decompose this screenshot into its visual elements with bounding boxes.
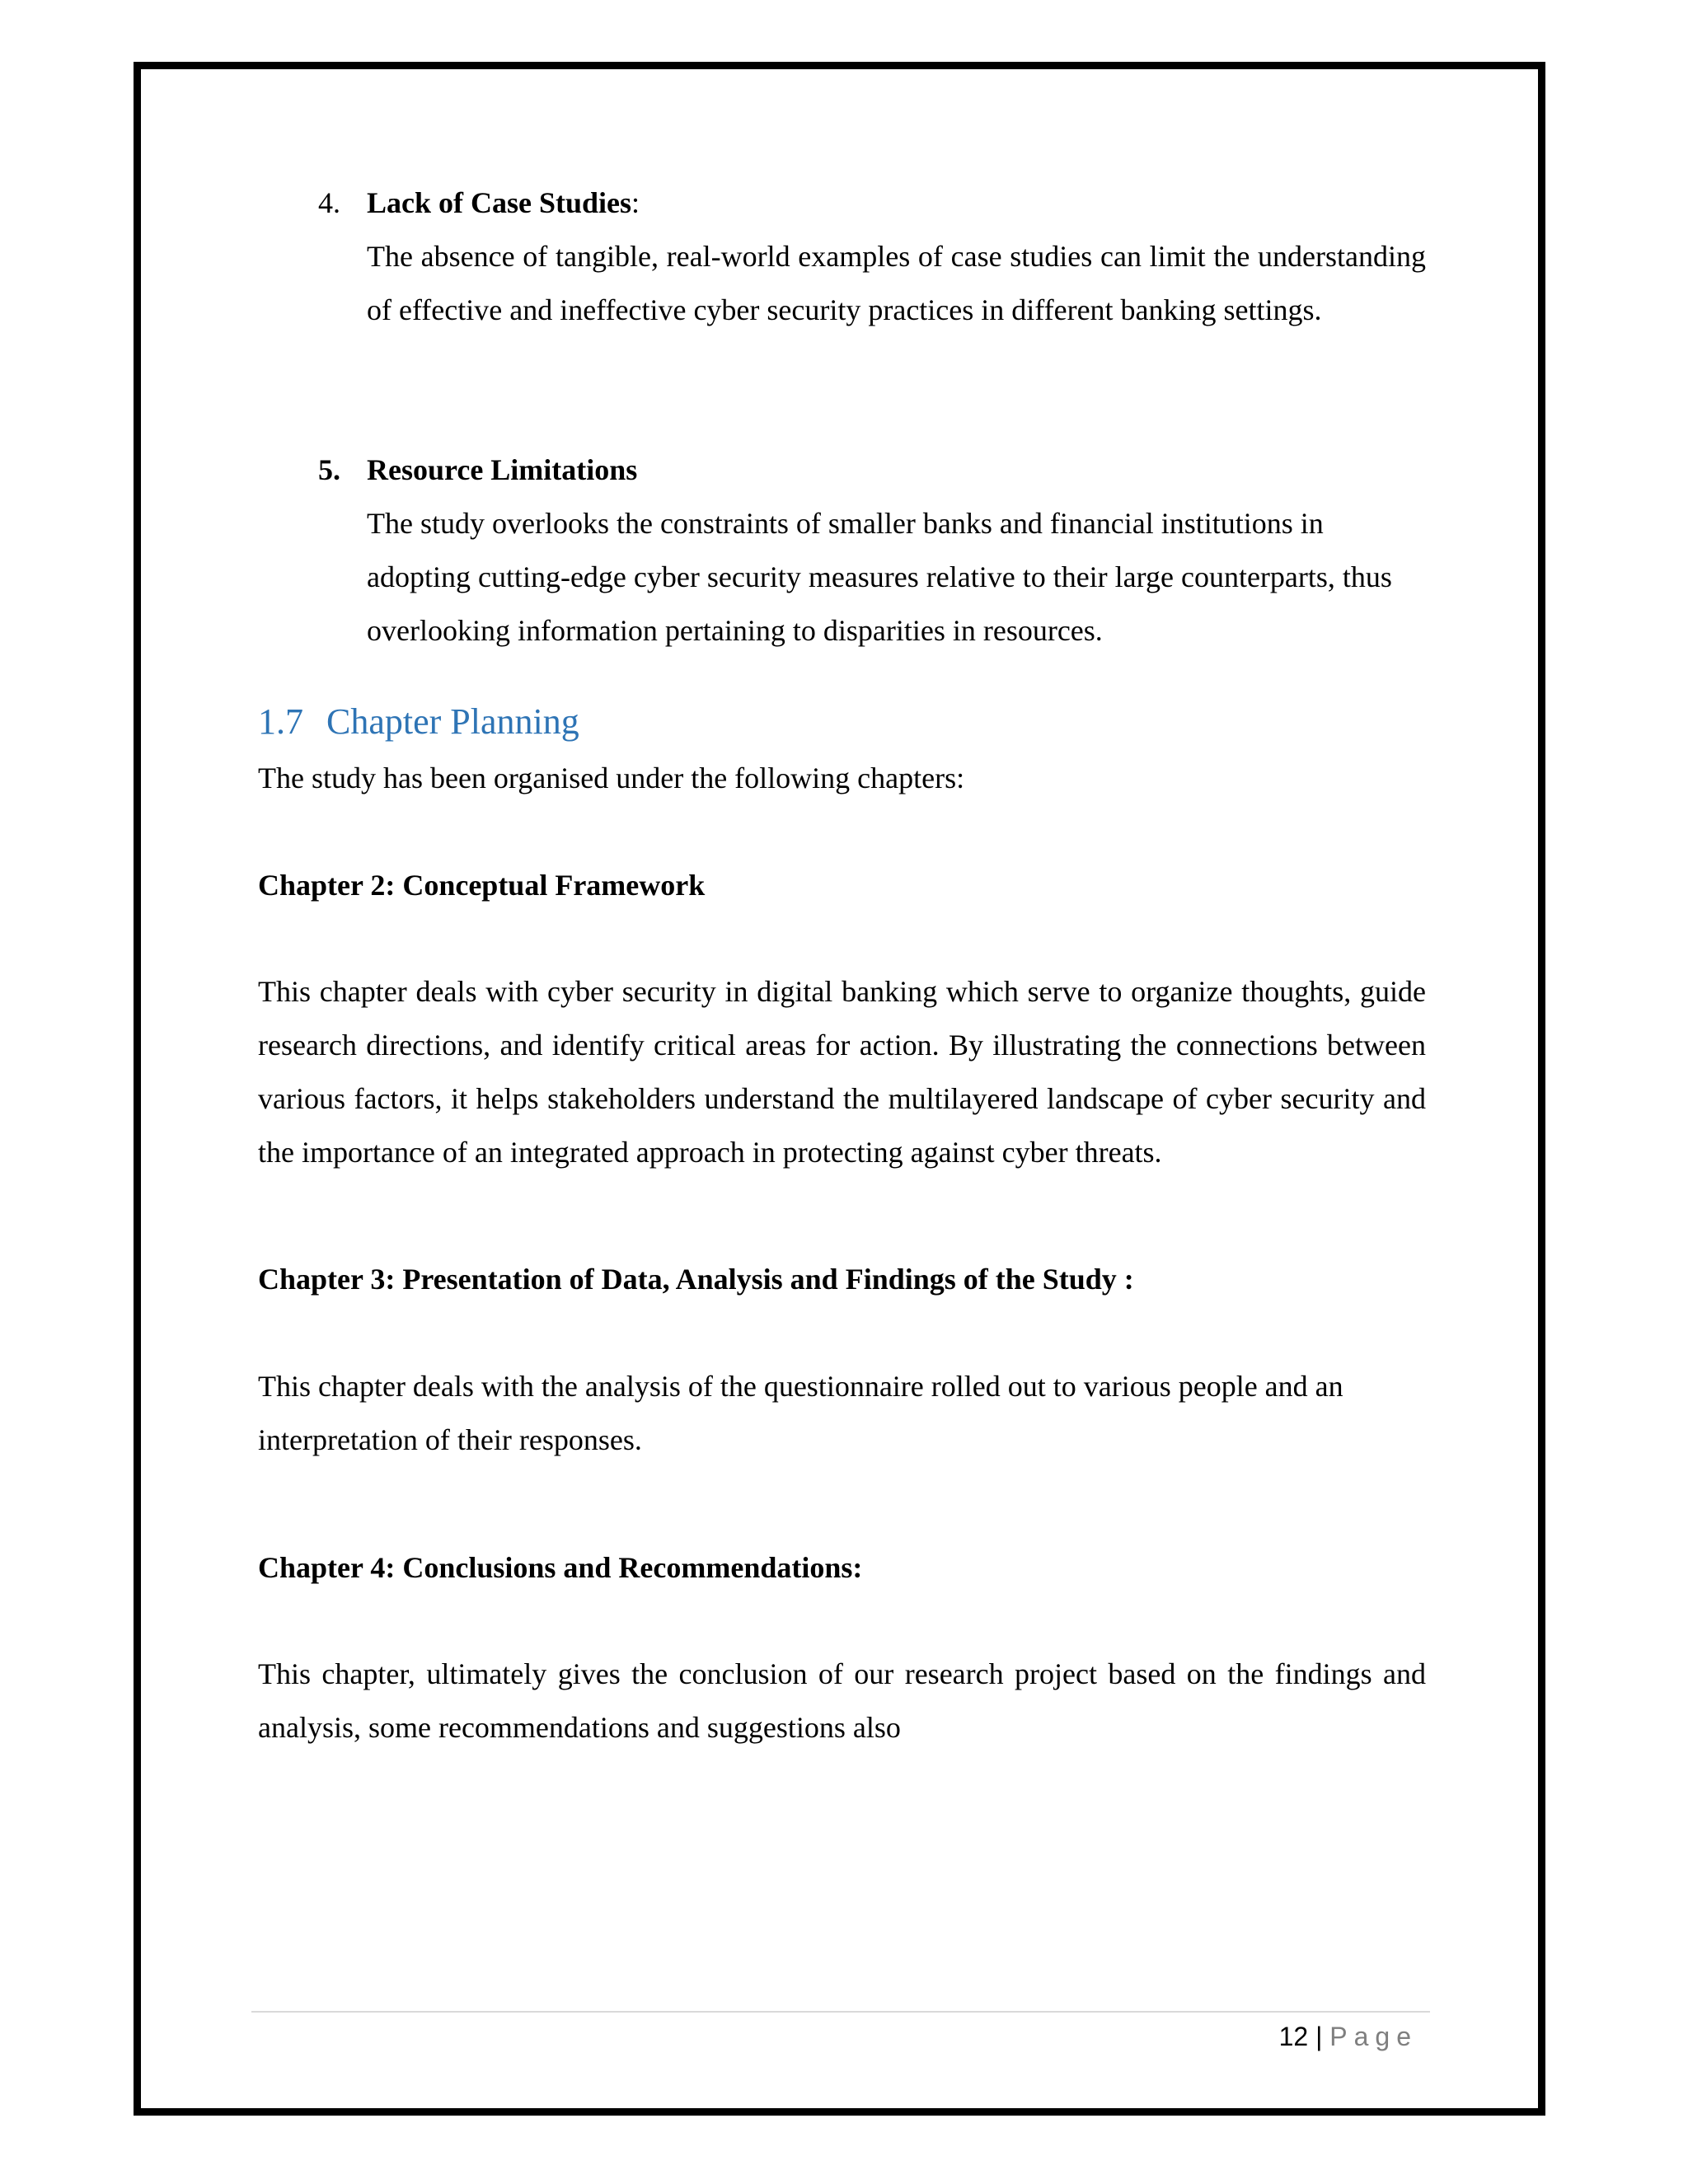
limitation-title-resource: Resource Limitations	[367, 453, 638, 486]
chapter-3-body: This chapter deals with the analysis of the questionnaire rolled out to various people and an interpretation of their responses.	[258, 1370, 1343, 1456]
list-item-title-case-studies	[367, 176, 1426, 230]
limitation-title: Lack of Case Studies	[367, 186, 632, 219]
section-heading	[258, 695, 579, 748]
chapter-4-heading: Chapter 4: Conclusions and Recommendations:	[258, 1551, 863, 1584]
chapter-4-body: This chapter, ultimately gives the conclusion of our research project based on the findings and analysis, some recommendations and suggestions also	[258, 1657, 1426, 1744]
chapter-3-heading: Chapter 3: Presentation of Data, Analysis and Findings of the Study :	[258, 1263, 1134, 1296]
section-number: 1.7	[258, 701, 303, 742]
chapter-2-body: This chapter deals with cyber security in digital banking which serve to organize thoughts, guide research directions, and identify critical areas for action. By illustrating the connections between various factors, it helps stakeholders understand the multilayered landscape of cyber security and the importance of an integrated approach in protecting against cyber threats.	[258, 975, 1426, 1169]
page-number: 12	[1278, 2022, 1309, 2051]
limitation-body-case-studies: The absence of tangible, real-world examples of case studies can limit the understanding of effective and ineffective cyber security practices in different banking settings.	[367, 240, 1426, 326]
section-title: Chapter Planning	[326, 701, 579, 742]
title-colon: :	[631, 186, 640, 219]
section-intro: The study has been organised under the following chapters:	[258, 762, 965, 794]
page-label: Page	[1329, 2022, 1418, 2051]
chapter-2-heading: Chapter 2: Conceptual Framework	[258, 869, 706, 902]
list-number-5: 5.	[318, 453, 340, 486]
footer-divider	[251, 2011, 1430, 2013]
page-footer	[1279, 2016, 1418, 2057]
limitation-body-resource: The study overlooks the constraints of smaller banks and financial institutions in adopting cutting-edge cyber security measures relative to their large counterparts, thus overlooking information pertaining to disparities in resources.	[367, 507, 1392, 647]
footer-separator: |	[1315, 2022, 1323, 2051]
list-number-4: 4.	[318, 186, 340, 219]
